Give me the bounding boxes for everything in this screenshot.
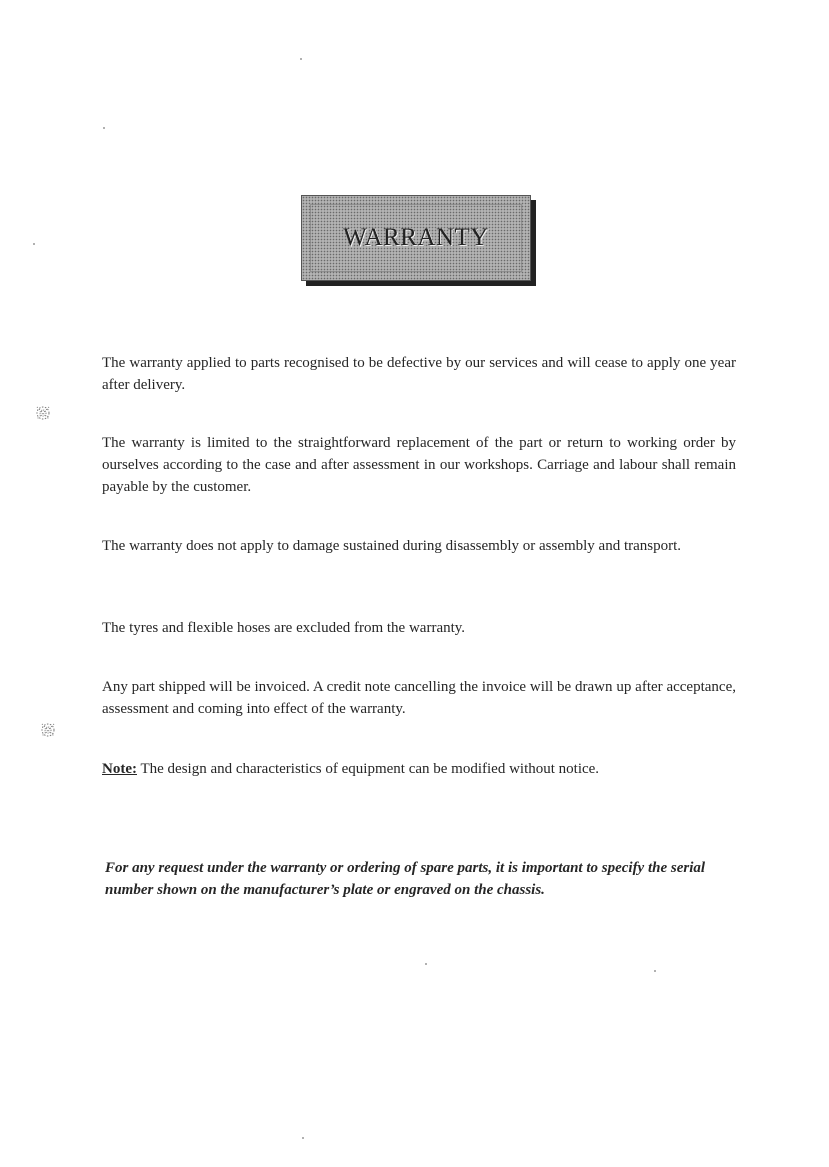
scan-speck-icon [33, 403, 53, 423]
scan-dot [302, 1137, 304, 1139]
scan-speck-icon [38, 720, 58, 740]
note-text: The design and characteristics of equipment can be modified without notice. [136, 761, 600, 777]
footer-notice: For any request under the warranty or ordering of spare parts, it is important to specify the serial number shown on the manufacturer’s plate or engraved on the chassis. [105, 860, 706, 898]
title-box [301, 195, 531, 281]
scan-dot [425, 963, 427, 965]
note-label: Note: [102, 761, 137, 777]
paragraph-warranty-exclusion-tyres: The tyres and flexible hoses are excluded from the warranty. [102, 620, 466, 636]
scan-dot [103, 127, 105, 129]
note-paragraph [102, 758, 736, 780]
scan-dot [33, 243, 35, 245]
paragraph-warranty-scope: The warranty is limited to the straightforward replacement of the part or return to working order by ourselves according to the case and after assessment in our workshops. Carriage and labour shall remain payable by the customer. [102, 435, 736, 495]
scan-dot [654, 970, 656, 972]
scan-dot [300, 58, 302, 60]
paragraph-warranty-exclusion-damage: The warranty does not apply to damage sustained during disassembly or assembly and transport. [102, 538, 682, 554]
paragraph-invoicing: Any part shipped will be invoiced. A credit note cancelling the invoice will be drawn up after acceptance, assessment and coming into effect of the warranty. [102, 679, 736, 717]
paragraph-warranty-period: The warranty applied to parts recognised to be defective by our services and will cease to apply one year after delivery. [102, 355, 736, 393]
page-title: WARRANTY [343, 224, 489, 251]
